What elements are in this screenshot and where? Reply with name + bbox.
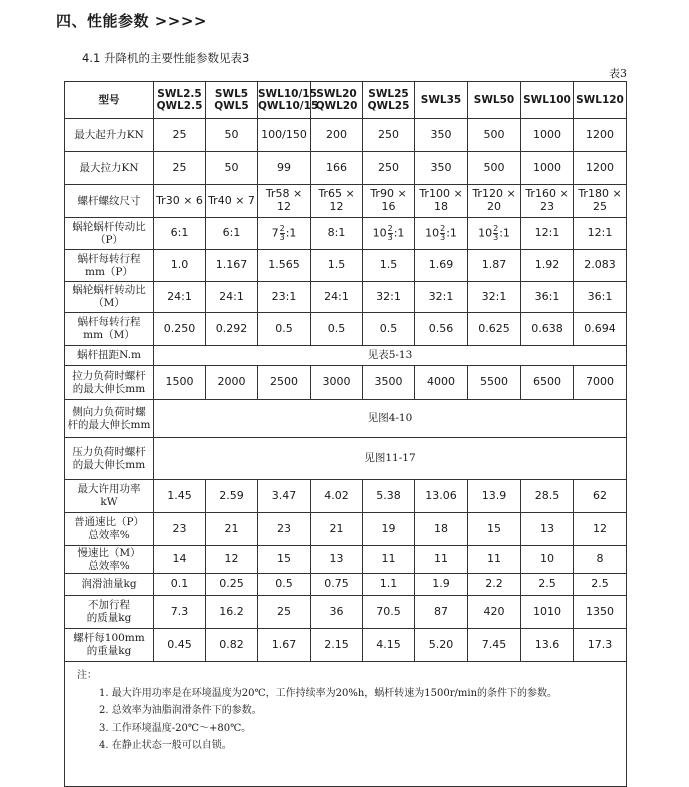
table-cell: 3500 — [363, 366, 415, 400]
table-cell: 23 — [258, 513, 311, 546]
note-item: 4. 在静止状态一般可以自锁。 — [99, 740, 232, 751]
table-cell: 0.638 — [521, 313, 574, 346]
table-cell: 13.06 — [415, 480, 468, 513]
table-cell: 2.083 — [574, 250, 627, 282]
table-row — [65, 313, 627, 346]
table-row — [65, 546, 627, 574]
table-cell: 11 — [415, 546, 468, 574]
row-label: 蜗杆每转行程 mm（P） — [65, 250, 154, 282]
table-row — [65, 596, 627, 629]
model-header-cell: SWL5 QWL5 — [206, 82, 258, 119]
table-cell: 7.45 — [468, 629, 521, 662]
table-cell: 24:1 — [311, 282, 363, 313]
table-cell: 24:1 — [154, 282, 206, 313]
table-cell: 2.59 — [206, 480, 258, 513]
table-cell: 0.45 — [154, 629, 206, 662]
table-cell: 12:1 — [574, 218, 627, 250]
table-cell: 6:1 — [206, 218, 258, 250]
table-cell: 7000 — [574, 366, 627, 400]
table-row — [65, 119, 627, 152]
table-cell: 0.5 — [363, 313, 415, 346]
table-cell: 420 — [468, 596, 521, 629]
table-cell: 0.1 — [154, 574, 206, 596]
table-row — [65, 152, 627, 185]
table-cell: 13.6 — [521, 629, 574, 662]
table-cell: 1.5 — [363, 250, 415, 282]
table-row — [65, 282, 627, 313]
table-row — [65, 366, 627, 400]
table-cell: 0.75 — [311, 574, 363, 596]
table-cell: 1.87 — [468, 250, 521, 282]
performance-parameter-table — [64, 81, 627, 787]
table-row — [65, 185, 627, 218]
table-cell: 23:1 — [258, 282, 311, 313]
table-cell: 10 $\frac{2}{3}$ :1 — [468, 218, 521, 250]
table-cell: 200 — [311, 119, 363, 152]
table-cell: 62 — [574, 480, 627, 513]
row-label: 拉力负荷时螺杆 的最大伸长mm — [65, 366, 154, 400]
row-label: 最大起升力KN — [65, 119, 154, 152]
model-header-cell: SWL100 — [521, 82, 574, 119]
table-cell: 1200 — [574, 152, 627, 185]
table-cell: 1.92 — [521, 250, 574, 282]
table-cell: 14 — [154, 546, 206, 574]
table-cell: 0.25 — [206, 574, 258, 596]
model-header-cell: SWL20 QWL20 — [311, 82, 363, 119]
row-label: 蜗轮蜗杆传动比 （P） — [65, 218, 154, 250]
table-cell: 70.5 — [363, 596, 415, 629]
table-cell: 350 — [415, 152, 468, 185]
table-cell: 2.2 — [468, 574, 521, 596]
table-cell: 6:1 — [154, 218, 206, 250]
table-cell: 25 — [154, 119, 206, 152]
table-cell: Tr40 × 7 — [206, 185, 258, 218]
table-cell: 1.9 — [415, 574, 468, 596]
table-cell: 250 — [363, 152, 415, 185]
note-item: 2. 总效率为油脂润滑条件下的参数。 — [99, 705, 262, 716]
row-label: 螺杆每100mm 的重量kg — [65, 629, 154, 662]
table-cell: 0.82 — [206, 629, 258, 662]
table-row — [65, 574, 627, 596]
row-label: 最大拉力KN — [65, 152, 154, 185]
table-cell: 10 $\frac{2}{3}$ :1 — [415, 218, 468, 250]
table-cell: 5.38 — [363, 480, 415, 513]
table-cell: 15 — [468, 513, 521, 546]
table-cell: 19 — [363, 513, 415, 546]
row-label: 螺杆螺纹尺寸 — [65, 185, 154, 218]
row-label: 蜗杆扭距N.m — [65, 346, 154, 366]
row-label: 型号 — [65, 82, 154, 119]
table-cell: 0.292 — [206, 313, 258, 346]
table-cell: 0.5 — [311, 313, 363, 346]
table-cell: 12:1 — [521, 218, 574, 250]
table-cell: 1.565 — [258, 250, 311, 282]
table-cell: 12 — [206, 546, 258, 574]
merged-cell: 见表5-13 — [154, 346, 627, 366]
table-cell: 250 — [363, 119, 415, 152]
table-row — [65, 400, 627, 438]
table-cell: 1.45 — [154, 480, 206, 513]
table-cell: 25 — [154, 152, 206, 185]
table-cell: 2.5 — [574, 574, 627, 596]
table-cell: 2.5 — [521, 574, 574, 596]
table-cell: 32:1 — [415, 282, 468, 313]
table-cell: 24:1 — [206, 282, 258, 313]
table-cell: 11 — [363, 546, 415, 574]
row-label: 不加行程 的质量kg — [65, 596, 154, 629]
table-cell: 1.67 — [258, 629, 311, 662]
table-cell: 13.9 — [468, 480, 521, 513]
row-label: 慢速比（M） 总效率% — [65, 546, 154, 574]
merged-cell: 见图11-17 — [154, 438, 627, 480]
table-cell: 0.694 — [574, 313, 627, 346]
table-cell: 350 — [415, 119, 468, 152]
table-cell: 1000 — [521, 152, 574, 185]
table-row — [65, 346, 627, 366]
table-cell: 36 — [311, 596, 363, 629]
table-row — [65, 513, 627, 546]
table-cell: 10 — [521, 546, 574, 574]
table-cell: 0.5 — [258, 574, 311, 596]
table-cell: 7 $\frac{2}{3}$ :1 — [258, 218, 311, 250]
table-cell: 15 — [258, 546, 311, 574]
table-cell: 87 — [415, 596, 468, 629]
table-cell: 17.3 — [574, 629, 627, 662]
table-body — [65, 82, 627, 662]
table-cell: 16.2 — [206, 596, 258, 629]
table-cell: 100/150 — [258, 119, 311, 152]
table-cell: 2.15 — [311, 629, 363, 662]
table-cell: 1010 — [521, 596, 574, 629]
table-cell: Tr58 × 12 — [258, 185, 311, 218]
table-cell: 2500 — [258, 366, 311, 400]
table-cell: 3000 — [311, 366, 363, 400]
table-row — [65, 218, 627, 250]
table-cell: 0.250 — [154, 313, 206, 346]
table-cell: 166 — [311, 152, 363, 185]
table-cell: 5.20 — [415, 629, 468, 662]
table-cell: 500 — [468, 152, 521, 185]
table-cell: 1.5 — [311, 250, 363, 282]
note-item: 1. 最大许用功率是在环境温度为20℃，工作持续率为20%h，蜗杆转速为1500r/min的条件下的参数。 — [99, 687, 558, 699]
table-row — [65, 480, 627, 513]
notes-heading: 注： — [77, 670, 97, 681]
table-cell: Tr90 × 16 — [363, 185, 415, 218]
note-item: 3. 工作环境温度-20℃～+80℃。 — [99, 722, 252, 734]
table-cell: 13 — [311, 546, 363, 574]
row-label: 蜗杆每转行程 mm（M） — [65, 313, 154, 346]
table-cell: 0.625 — [468, 313, 521, 346]
table-cell: 36:1 — [521, 282, 574, 313]
merged-cell: 见图4-10 — [154, 400, 627, 438]
table-cell: 1.167 — [206, 250, 258, 282]
table-cell: 0.56 — [415, 313, 468, 346]
table-cell: 10 $\frac{2}{3}$ :1 — [363, 218, 415, 250]
table-cell: 1000 — [521, 119, 574, 152]
row-label: 润滑油量kg — [65, 574, 154, 596]
table-cell: 25 — [258, 596, 311, 629]
model-header-cell: SWL10/15 QWL10/15 — [258, 82, 311, 119]
table-cell: 1200 — [574, 119, 627, 152]
table-cell: 13 — [521, 513, 574, 546]
table-cell: 32:1 — [363, 282, 415, 313]
table-row — [65, 629, 627, 662]
row-label: 最大许用功率 kW — [65, 480, 154, 513]
table-cell: 5500 — [468, 366, 521, 400]
table-cell: 50 — [206, 152, 258, 185]
table-cell: Tr100 × 18 — [415, 185, 468, 218]
table-cell: 1.1 — [363, 574, 415, 596]
table-cell: 7.3 — [154, 596, 206, 629]
table-cell: 50 — [206, 119, 258, 152]
table-cell: 36:1 — [574, 282, 627, 313]
table-cell: Tr30 × 6 — [154, 185, 206, 218]
table-cell: 99 — [258, 152, 311, 185]
notes-block — [65, 662, 627, 787]
table-cell: Tr65 × 12 — [311, 185, 363, 218]
table-cell: 4.02 — [311, 480, 363, 513]
model-header-cell: SWL120 — [574, 82, 627, 119]
table-cell: 1.69 — [415, 250, 468, 282]
table-cell: 12 — [574, 513, 627, 546]
table-cell: 1.0 — [154, 250, 206, 282]
table-cell: 1350 — [574, 596, 627, 629]
subsection-title: 4.1 升降机的主要性能参数见表3 — [82, 51, 250, 65]
table-cell: 18 — [415, 513, 468, 546]
table-cell: 32:1 — [468, 282, 521, 313]
table-row — [65, 438, 627, 480]
section-title: 四、性能参数 >>>> — [56, 12, 207, 30]
model-header-cell: SWL25 QWL25 — [363, 82, 415, 119]
table-cell: 28.5 — [521, 480, 574, 513]
table-row — [65, 250, 627, 282]
row-label: 普通速比（P） 总效率% — [65, 513, 154, 546]
table-cell: 21 — [206, 513, 258, 546]
table-cell: 23 — [154, 513, 206, 546]
table-cell: Tr180 × 25 — [574, 185, 627, 218]
table-cell: 2000 — [206, 366, 258, 400]
row-label: 蜗轮蜗杆转动比 （M） — [65, 282, 154, 313]
table-cell: 4.15 — [363, 629, 415, 662]
table-cell: 500 — [468, 119, 521, 152]
table-cell: Tr160 × 23 — [521, 185, 574, 218]
table-cell: 1500 — [154, 366, 206, 400]
table-cell: 8 — [574, 546, 627, 574]
table-cell: 3.47 — [258, 480, 311, 513]
table-cell: 6500 — [521, 366, 574, 400]
model-header-cell: SWL50 — [468, 82, 521, 119]
model-header-cell: SWL35 — [415, 82, 468, 119]
model-header-cell: SWL2.5 QWL2.5 — [154, 82, 206, 119]
row-label: 侧向力负荷时螺 杆的最大伸长mm — [65, 400, 154, 438]
table-cell: Tr120 × 20 — [468, 185, 521, 218]
table-cell: 21 — [311, 513, 363, 546]
table-row — [65, 82, 627, 119]
table-cell: 11 — [468, 546, 521, 574]
table-cell: 4000 — [415, 366, 468, 400]
table-number: 表3 — [609, 67, 627, 80]
table-cell: 8:1 — [311, 218, 363, 250]
row-label: 压力负荷时螺杆 的最大伸长mm — [65, 438, 154, 480]
table-cell: 0.5 — [258, 313, 311, 346]
